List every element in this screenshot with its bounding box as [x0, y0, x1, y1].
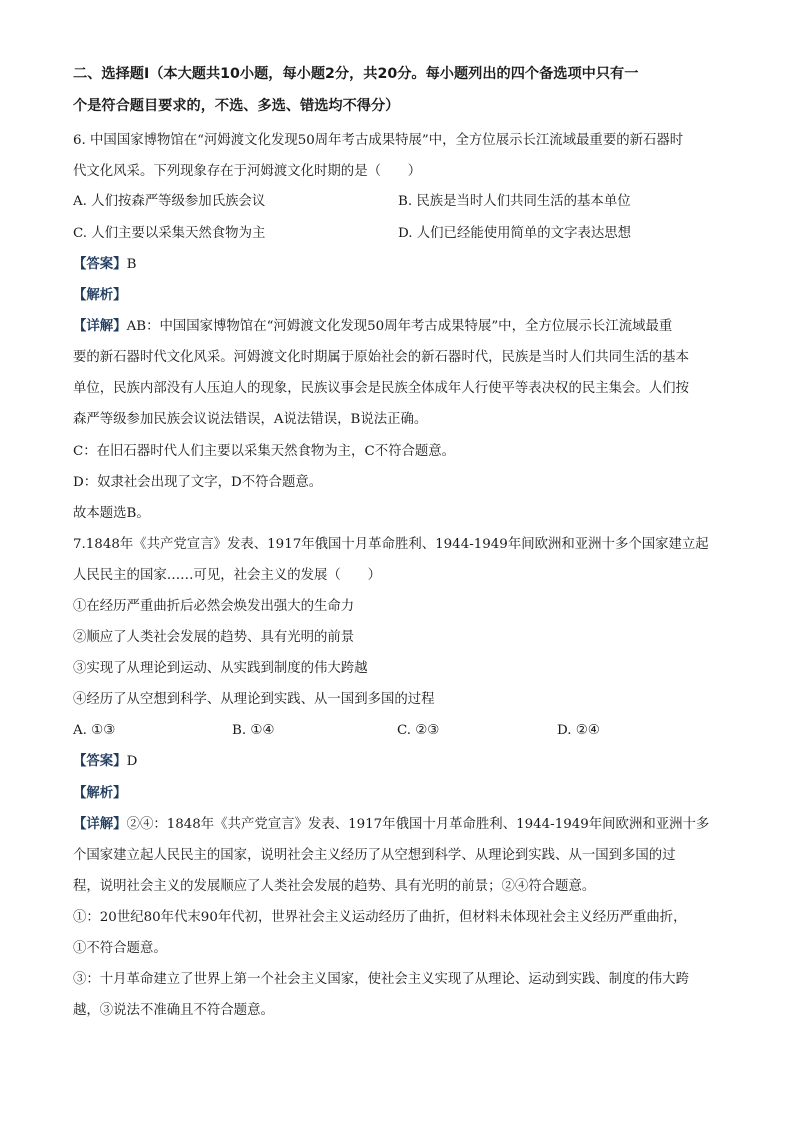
q7-analysis-tag: 【解析】	[73, 786, 127, 801]
q7-detail-line5: ①不符合题意。	[73, 941, 167, 956]
q7-detail-tag: 【详解】	[73, 817, 127, 832]
q7-answer	[73, 753, 734, 771]
q6-stem-line1: 6. 中国国家博物馆在“河姆渡文化发现50周年考古成果特展”中，全方位展示长江流域最重要的新石器时	[73, 133, 684, 148]
q6-option-d: D. 人们已经能使用简单的文字表达思想	[398, 226, 632, 241]
q7-detail-text1: ②④：1848年《共产党宣言》发表、1917年俄国十月革命胜利、1944-1949年间欧洲和亚洲十多	[126, 817, 710, 832]
q7-statement-2: ②顺应了人类社会发展的趋势、具有光明的前景	[73, 630, 355, 645]
q7-statement-1: ①在经历严重曲折后必然会焕发出强大的生命力	[73, 599, 355, 614]
q7-statement-4: ④经历了从空想到科学、从理论到实践、从一国到多国的过程	[73, 692, 435, 707]
q6-detail-line6: D：奴隶社会出现了文字，D不符合题意。	[73, 475, 323, 490]
q6-detail-line5: C：在旧石器时代人们主要以采集天然食物为主，C不符合题意。	[73, 444, 456, 459]
q6-option-a: A. 人们按森严等级参加氏族会议	[73, 194, 266, 209]
q6-option-c: C. 人们主要以采集天然食物为主	[73, 226, 266, 241]
q6-detail-line4: 森严等级参加民族会议说法错误，A说法错误，B说法正确。	[73, 412, 428, 427]
q7-option-b: B. ①④	[232, 723, 275, 738]
q6-answer	[73, 256, 734, 274]
q6-option-b: B. 民族是当时人们共同生活的基本单位	[398, 194, 631, 209]
q7-answer-value: D	[126, 754, 138, 769]
q7-answer-tag: 【答案】	[73, 754, 127, 769]
section-heading-line1: 二、选择题Ⅰ（本大题共10小题，每小题2分，共20分。每小题列出的四个备选项中只有一	[73, 66, 639, 82]
section-heading-line2: 个是符合题目要求的，不选、多选、错选均不得分）	[73, 98, 400, 114]
q7-detail-line6: ③：十月革命建立了世界上第一个社会主义国家，使社会主义实现了从理论、运动到实践、制度的伟大跨	[73, 972, 689, 987]
q6-detail-text1: AB：中国国家博物馆在“河姆渡文化发现50周年考古成果特展”中，全方位展示长江流域最重	[126, 319, 673, 334]
q7-statement-3: ③实现了从理论到运动、从实践到制度的伟大跨越	[73, 661, 368, 676]
q6-analysis	[73, 287, 734, 305]
q7-detail-line4: ①：20世纪80年代末90年代初，世界社会主义运动经历了曲折，但材料未体现社会主义经历严重曲折，	[73, 910, 687, 925]
q7-detail-line7: 越，③说法不准确且不符合题意。	[73, 1003, 274, 1018]
q6-detail-line1	[73, 318, 734, 336]
q6-analysis-tag: 【解析】	[73, 288, 127, 303]
q7-option-d: D. ②④	[557, 723, 600, 738]
q6-detail-line7: 故本题选B。	[73, 506, 150, 521]
q6-stem-line2: 代文化风采。下列现象存在于河姆渡文化时期的是（ ）	[73, 164, 422, 179]
q6-answer-value: B	[126, 257, 137, 272]
q7-stem-line2: 人民民主的国家……可见，社会主义的发展（ ）	[73, 568, 381, 583]
q7-option-c: C. ②③	[397, 723, 440, 738]
q6-answer-tag: 【答案】	[73, 257, 127, 272]
q7-detail-line1	[73, 816, 734, 834]
q7-option-a: A. ①③	[73, 723, 116, 738]
q7-detail-line2: 个国家建立起人民民主的国家，说明社会主义经历了从空想到科学、从理论到实践、从一国到多国的过	[73, 848, 676, 863]
q7-detail-line3: 程，说明社会主义的发展顺应了人类社会发展的趋势、具有光明的前景；②④符合题意。	[73, 879, 596, 894]
q6-detail-line3: 单位，民族内部没有人压迫人的现象，民族议事会是民族全体成年人行使平等表决权的民主集会。人们按	[73, 381, 689, 396]
q7-stem-line1: 7.1848年《共产党宣言》发表、1917年俄国十月革命胜利、1944-1949年间欧洲和亚洲十多个国家建立起	[73, 537, 709, 552]
q7-analysis	[73, 785, 734, 803]
q6-detail-tag: 【详解】	[73, 319, 127, 334]
q6-detail-line2: 要的新石器时代文化风采。河姆渡文化时期属于原始社会的新石器时代，民族是当时人们共同生活的基本	[73, 350, 689, 365]
